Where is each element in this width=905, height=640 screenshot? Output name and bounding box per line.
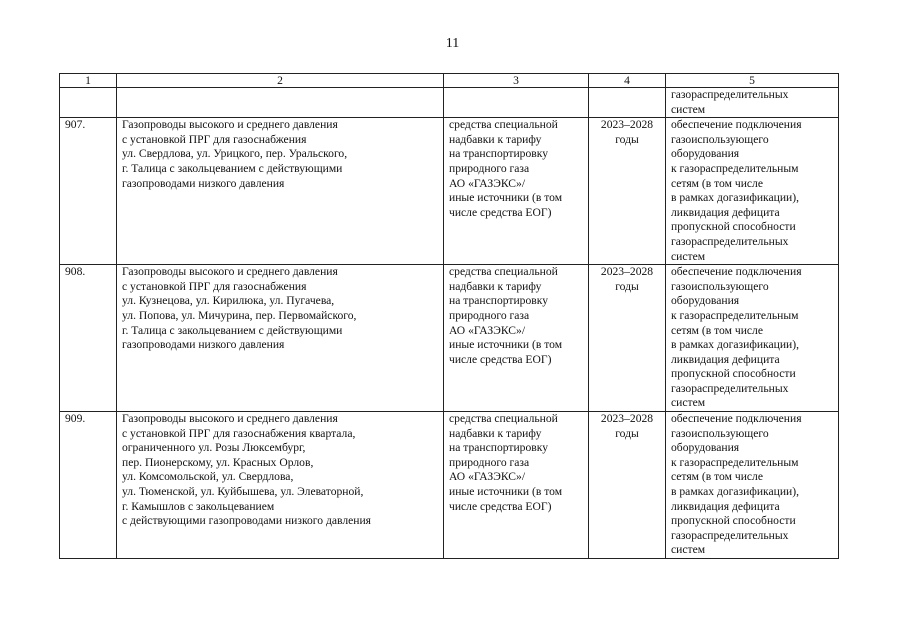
result-line: газораспределительных [671,381,789,395]
object-line: ограниченного ул. Розы Люксембург, [122,441,306,455]
continuation-object-cell [117,88,444,118]
years-line: годы [615,426,639,440]
program-table [59,73,839,559]
source-line: АО «ГАЗЭКС»/ [449,470,526,484]
object-line: газопроводами низкого давления [122,176,285,190]
source-line: на транспортировку [449,441,548,455]
object-line: ул. Комсомольской, ул. Свердлова, [122,470,294,484]
result-line: систем [671,102,706,116]
years-line: 2023–2028 [600,265,654,279]
object-line: ул. Кузнецова, ул. Кирилюка, ул. Пугачева, [122,294,335,308]
result-line: сетям (в том числе [671,176,763,190]
result-line: оборудования [671,441,740,455]
source-line: числе средства ЕОГ) [449,499,552,513]
source-line: числе средства ЕОГ) [449,352,552,366]
table-row [60,118,839,265]
source-line: природного газа [449,161,530,175]
object-line: Газопроводы высокого и среднего давления [122,412,338,426]
result-line: систем [671,543,706,557]
row-number-cell: 909. [60,412,117,559]
table-row [60,265,839,412]
result-line: ликвидация дефицита [671,352,780,366]
source-line: на транспортировку [449,147,548,161]
result-line: газораспределительных [671,528,789,542]
object-line: с установкой ПРГ для газоснабжения [122,279,307,293]
result-line: пропускной способности [671,220,796,234]
result-line: в рамках догазификации), [671,191,800,205]
column-header-years: 4 [589,74,666,88]
years-line: 2023–2028 [600,118,654,132]
source-line: иные источники (в том [449,191,563,205]
result-line: оборудования [671,294,740,308]
result-cell [666,265,839,412]
result-line: газоиспользующего [671,279,769,293]
source-line: АО «ГАЗЭКС»/ [449,323,526,337]
source-line: природного газа [449,308,530,322]
years-cell [589,265,666,412]
result-line: систем [671,249,706,263]
object-line: ул. Тюменской, ул. Куйбышева, ул. Элеваторной, [122,485,364,499]
object-line: пер. Пионерскому, ул. Красных Орлов, [122,455,314,469]
source-line: иные источники (в том [449,338,563,352]
result-line: газоиспользующего [671,426,769,440]
years-cell [589,118,666,265]
column-header-number: 1 [60,74,117,88]
result-line: газораспределительных [671,234,789,248]
object-line: газопроводами низкого давления [122,338,285,352]
result-cell [666,118,839,265]
column-header-source: 3 [444,74,589,88]
result-line: сетям (в том числе [671,323,763,337]
result-line: обеспечение подключения [671,265,802,279]
continuation-number-cell [60,88,117,118]
result-line: в рамках догазификации), [671,485,800,499]
object-line: г. Талица с закольцеванием с действующими [122,323,343,337]
source-line: надбавки к тарифу [449,426,542,440]
row-number-cell: 908. [60,265,117,412]
object-line: с установкой ПРГ для газоснабжения квартала, [122,426,356,440]
source-line: числе средства ЕОГ) [449,205,552,219]
result-line: газоиспользующего [671,132,769,146]
object-cell [117,412,444,559]
source-line: средства специальной [449,118,558,132]
object-line: Газопроводы высокого и среднего давления [122,265,338,279]
object-line: Газопроводы высокого и среднего давления [122,118,338,132]
source-line: средства специальной [449,265,558,279]
object-line: г. Талица с закольцеванием с действующими [122,161,343,175]
object-cell [117,265,444,412]
object-line: ул. Попова, ул. Мичурина, пер. Первомайского, [122,308,357,322]
source-line: АО «ГАЗЭКС»/ [449,176,526,190]
page-number: 11 [445,36,460,51]
result-line: оборудования [671,147,740,161]
result-line: газораспределительных [671,88,789,101]
result-cell [666,412,839,559]
table-row [60,412,839,559]
years-line: 2023–2028 [600,412,654,426]
result-line: обеспечение подключения [671,412,802,426]
result-line: к газораспределительным [671,308,799,322]
object-line: с установкой ПРГ для газоснабжения [122,132,307,146]
continuation-row [60,88,839,118]
funding-source-cell [444,412,589,559]
continuation-years-cell [589,88,666,118]
result-line: к газораспределительным [671,161,799,175]
result-line: в рамках догазификации), [671,338,800,352]
years-line: годы [615,279,639,293]
object-line: с действующими газопроводами низкого давления [122,514,371,528]
row-number-cell: 907. [60,118,117,265]
continuation-source-cell [444,88,589,118]
result-line: систем [671,396,706,410]
funding-source-cell [444,265,589,412]
source-line: надбавки к тарифу [449,132,542,146]
years-cell [589,412,666,559]
years-line: годы [615,132,639,146]
object-line: г. Камышлов с закольцеванием [122,499,275,513]
funding-source-cell [444,118,589,265]
result-line: пропускной способности [671,367,796,381]
header-row [60,74,839,88]
source-line: средства специальной [449,412,558,426]
column-header-result: 5 [666,74,839,88]
result-line: ликвидация дефицита [671,205,780,219]
result-line: пропускной способности [671,514,796,528]
source-line: надбавки к тарифу [449,279,542,293]
source-line: иные источники (в том [449,485,563,499]
source-line: природного газа [449,455,530,469]
column-header-object: 2 [117,74,444,88]
source-line: на транспортировку [449,294,548,308]
result-line: сетям (в том числе [671,470,763,484]
object-line: ул. Свердлова, ул. Урицкого, пер. Уральского, [122,147,348,161]
result-line: обеспечение подключения [671,118,802,132]
result-line: к газораспределительным [671,455,799,469]
continuation-result-cell [666,88,839,118]
object-cell [117,118,444,265]
result-line: ликвидация дефицита [671,499,780,513]
